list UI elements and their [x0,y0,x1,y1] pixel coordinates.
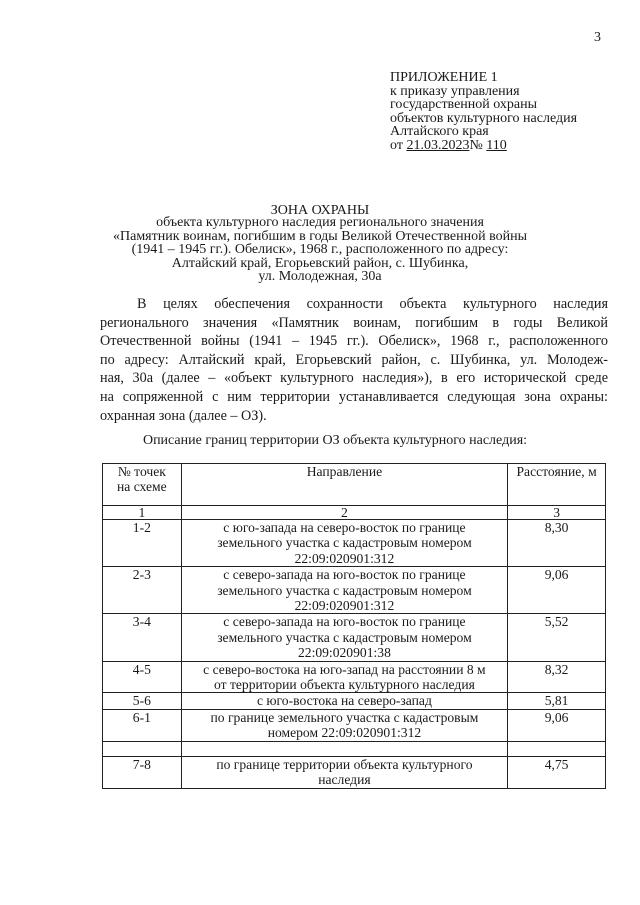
row-distance: 5,81 [508,693,606,709]
zone-title: ЗОНА ОХРАНЫ [270,203,370,218]
row-direction [181,709,507,741]
paragraph-line: охранная зона (далее – ОЗ). [100,407,267,424]
row-points: 1-2 [103,520,182,567]
direction-line: с северо-запада на юго-восток по границе [223,567,466,583]
subtitle-line: Алтайский край, Егорьевский район, с. Шубинка, [171,255,469,271]
subtitle-line: «Памятник воинам, погибшим в годы Великой Отечественной войны [113,228,527,244]
direction-line: земельного участка с кадастровым номером [217,629,472,645]
direction-line: с северо-запада на юго-восток по границе [223,614,466,630]
table-row [103,614,606,661]
empty-cell [508,741,606,756]
row-points: 6-1 [103,709,182,741]
direction-line: номером 22:09:020901:312 [267,725,422,741]
direction-line: с северо-востока на юго-запад на расстоянии 8 м [203,661,486,677]
appendix-title: ПРИЛОЖЕНИЕ 1 [390,70,498,85]
direction-line: по границе земельного участка с кадастровым [210,709,479,725]
direction-line: с юго-запада на северо-восток по границе [223,520,466,535]
row-distance: 4,75 [508,756,606,788]
column-number: 1 [103,506,182,520]
paragraph-line: по адресу: Алтайский край, Егорьевский район, с. Шубинка, ул. Молодеж- [100,351,608,368]
table-row [103,520,606,567]
direction-line: по границе территории объекта культурного [216,756,473,772]
paragraph-line: регионального значения «Памятник воинам, погибшим в годы Великой [100,314,608,331]
appendix-line: объектов культурного наследия [390,110,578,126]
row-direction [181,614,507,661]
row-points: 2-3 [103,567,182,614]
appendix-date-line [390,139,577,153]
appendix-block [390,71,577,153]
direction-line: земельного участка с кадастровым номером [217,582,472,598]
order-number: 110 [486,137,507,153]
appendix-line: Алтайского края [390,124,489,140]
appendix-line: к приказу управления [390,83,520,99]
empty-cell [181,741,507,756]
table-numbering-row [103,506,606,520]
header-direction: Направление [181,464,507,506]
direction-line: земельного участка с кадастровым номером [217,535,472,551]
row-points: 4-5 [103,661,182,693]
row-distance: 8,32 [508,661,606,693]
paragraph-line: на сопряженной с ним территории устанавливается следующая зона охраны: [100,388,608,405]
direction-line: наследия [318,772,371,788]
direction-line: 22:09:020901:38 [297,645,391,661]
column-number: 2 [181,506,507,520]
row-points: 3-4 [103,614,182,661]
empty-cell [103,741,182,756]
subtitle-line: объекта культурного наследия регионального значения [156,215,484,230]
header-points-line2: на схеме [116,479,167,495]
order-date: 21.03.2023 [406,137,470,153]
paragraph-line: Отечественной войны (1941 – 1945 гг.). Обелиск», 1968 г., расположенного [100,333,608,350]
zone-subtitle [0,216,640,284]
row-direction [181,756,507,788]
paragraph-line: В целях обеспечения сохранности объекта культурного наследия [137,296,608,312]
header-points-line1: № точек [117,464,166,479]
body-paragraph [100,295,608,425]
row-distance: 8,30 [508,520,606,567]
paragraph-line: ная, 30а (далее – «объект культурного наследия»), в его исторической среде [100,370,608,387]
table-row [103,756,606,788]
subtitle-line: (1941 – 1945 гг.). Обелиск», 1968 г., расположенного по адресу: [131,242,509,258]
subtitle-line: ул. Молодежная, 30а [258,269,382,285]
table-caption: Описание границ территории ОЗ объекта культурного наследия: [142,433,528,448]
row-direction [181,520,507,567]
date-prefix: от [390,137,407,153]
boundary-table [102,463,606,789]
row-distance: 5,52 [508,614,606,661]
row-direction [181,693,507,709]
table-spacer-row [103,741,606,756]
number-prefix: № [469,137,487,153]
table-row [103,567,606,614]
direction-line: 22:09:020901:312 [294,598,395,614]
row-distance: 9,06 [508,709,606,741]
direction-line: от территории объекта культурного наследия [213,677,475,693]
page-number: 3 [594,30,601,45]
column-number: 3 [508,506,606,520]
table-row [103,709,606,741]
row-direction [181,661,507,693]
row-distance: 9,06 [508,567,606,614]
row-direction [181,567,507,614]
header-distance: Расстояние, м [508,464,606,506]
appendix-line: государственной охраны [390,97,538,113]
row-points: 7-8 [103,756,182,788]
table-row [103,661,606,693]
direction-line: 22:09:020901:312 [294,550,395,566]
table-header-row [103,464,606,506]
row-points: 5-6 [103,693,182,709]
direction-line: с юго-востока на северо-запад [256,693,432,709]
table-row [103,693,606,709]
header-points [103,464,182,506]
